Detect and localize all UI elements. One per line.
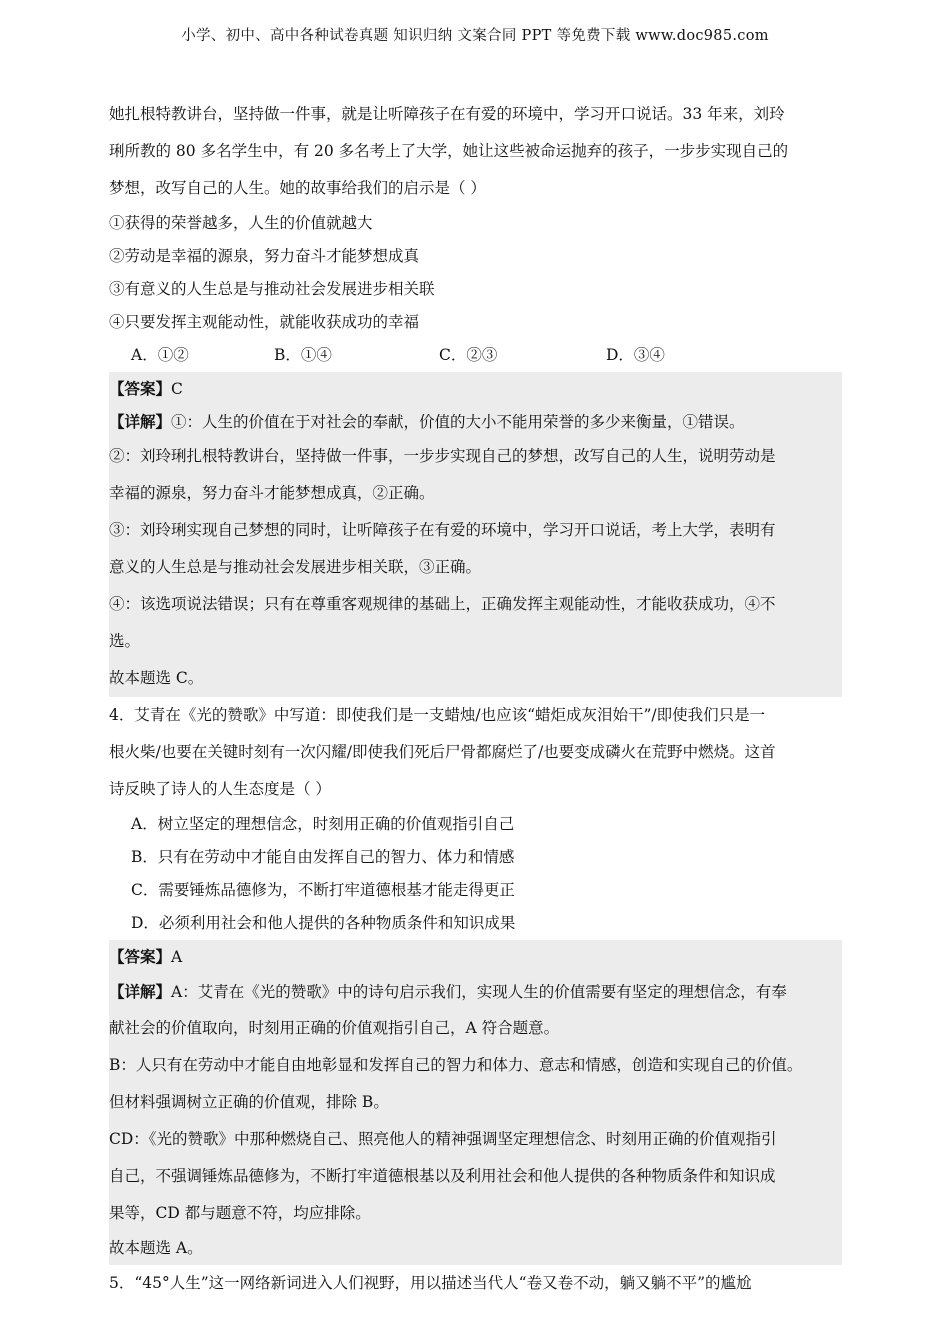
q3-detail-line: ③：刘玲琍实现自己梦想的同时，让听障孩子在有爱的环境中，学习开口说话，考上大学，表明有 <box>109 521 776 539</box>
question-4 <box>109 697 842 1265</box>
q4-option-b: B．只有在劳动中才能自由发挥自己的智力、体力和情感 <box>131 848 515 866</box>
answer-value: A <box>171 948 183 966</box>
q3-detail-line: 选。 <box>109 632 141 650</box>
q3-statement: ②劳动是幸福的源泉，努力奋斗才能梦想成真 <box>109 247 420 265</box>
document-body <box>109 96 842 1302</box>
q4-option-c: C．需要锤炼品德修为，不断打牢道德根基才能走得更正 <box>131 881 515 899</box>
q3-option-a: A．①② <box>131 346 189 364</box>
q4-stem-line: 诗反映了诗人的人生态度是（ ） <box>109 780 331 798</box>
q4-detail-first: 【详解】A：艾青在《光的赞歌》中的诗句启示我们，实现人生的价值需要有坚定的理想信念，有奉 <box>109 982 787 1001</box>
q3-detail-line: ④：该选项说法错误；只有在尊重客观规律的基础上，正确发挥主观能动性，才能收获成功，④不 <box>109 595 776 613</box>
detail-label: 【详解】 <box>109 982 172 1001</box>
q3-options <box>109 339 842 372</box>
question-5 <box>109 1265 842 1302</box>
q4-detail-line: 献社会的价值取向，时刻用正确的价值观指引自己，A 符合题意。 <box>109 1019 560 1037</box>
q4-option-a: A．树立坚定的理想信念，时刻用正确的价值观指引自己 <box>131 815 515 833</box>
q3-detail-line: 意义的人生总是与推动社会发展进步相关联，③正确。 <box>109 558 482 576</box>
q4-detail-line: 自己，不强调锤炼品德修为，不断打牢道德根基以及利用社会和他人提供的各种物质条件和知识成 <box>109 1167 776 1185</box>
q3-detail-line: 幸福的源泉，努力奋斗才能梦想成真，②正确。 <box>109 484 435 502</box>
q3-detail-first: 【详解】①：人生的价值在于对社会的奉献，价值的大小不能用荣誉的多少来衡量，①错误。 <box>109 412 745 431</box>
q3-statement: ③有意义的人生总是与推动社会发展进步相关联 <box>109 280 435 298</box>
q4-stem-line: 根火柴/也要在关键时刻有一次闪耀/即使我们死后尸骨都腐烂了/也要变成磷火在荒野中燃烧。这首 <box>109 743 776 761</box>
q3-stem-line: 梦想，改写自己的人生。她的故事给我们的启示是（ ） <box>109 179 486 197</box>
q5-stem-line: 5．“45°人生”这一网络新词进入人们视野，用以描述当代人“卷又卷不动，躺又躺不平”的尴尬 <box>109 1274 752 1292</box>
q3-answer <box>109 372 842 405</box>
q3-option-b: B．①④ <box>274 346 332 364</box>
q4-option-d: D．必须利用社会和他人提供的各种物质条件和知识成果 <box>131 914 516 932</box>
q3-statement: ④只要发挥主观能动性，就能收获成功的幸福 <box>109 313 420 331</box>
q3-answer-block <box>109 372 842 697</box>
q3-detail-line: ②：刘玲琍扎根特教讲台，坚持做一件事，一步步实现自己的梦想，改写自己的人生，说明劳动是 <box>109 447 776 465</box>
page-header: 小学、初中、高中各种试卷真题 知识归纳 文案合同 PPT 等免费下载 www.doc985.com <box>181 28 769 44</box>
q4-stem-line: 4．艾青在《光的赞歌》中写道：即使我们是一支蜡烛/也应该“蜡炬成灰泪始干”/即使我们只是一 <box>109 706 766 724</box>
q4-detail-line: 果等，CD 都与题意不符，均应排除。 <box>109 1204 371 1222</box>
answer-label: 【答案】 <box>109 947 172 966</box>
answer-value: C <box>171 380 183 398</box>
q3-option-d: D．③④ <box>606 346 665 364</box>
q4-detail-line: 但材料强调树立正确的价值观，排除 B。 <box>109 1093 389 1111</box>
q4-detail-line: B：人只有在劳动中才能自由地彰显和发挥自己的智力和体力、意志和情感，创造和实现自己的价值。 <box>109 1056 803 1074</box>
q3-option-c: C．②③ <box>439 346 498 364</box>
q3-detail-line: 故本题选 C。 <box>109 669 204 687</box>
q3-statement: ①获得的荣誉越多，人生的价值就越大 <box>109 214 373 232</box>
q4-answer <box>109 940 842 973</box>
q4-answer-block <box>109 940 842 1265</box>
answer-label: 【答案】 <box>109 379 172 398</box>
q4-detail-line: CD：《光的赞歌》中那种燃烧自己、照亮他人的精神强调坚定理想信念、时刻用正确的价值观指引 <box>109 1130 777 1148</box>
detail-label: 【详解】 <box>109 412 172 431</box>
question-3 <box>109 96 842 697</box>
q3-stem-line: 她扎根特教讲台，坚持做一件事，就是让听障孩子在有爱的环境中，学习开口说话。33 年来，刘玲 <box>109 105 785 123</box>
q3-stem-line: 琍所教的 80 多名学生中，有 20 多名考上了大学，她让这些被命运抛弃的孩子，一步步实现自己的 <box>109 142 789 160</box>
q4-detail-line: 故本题选 A。 <box>109 1239 203 1257</box>
